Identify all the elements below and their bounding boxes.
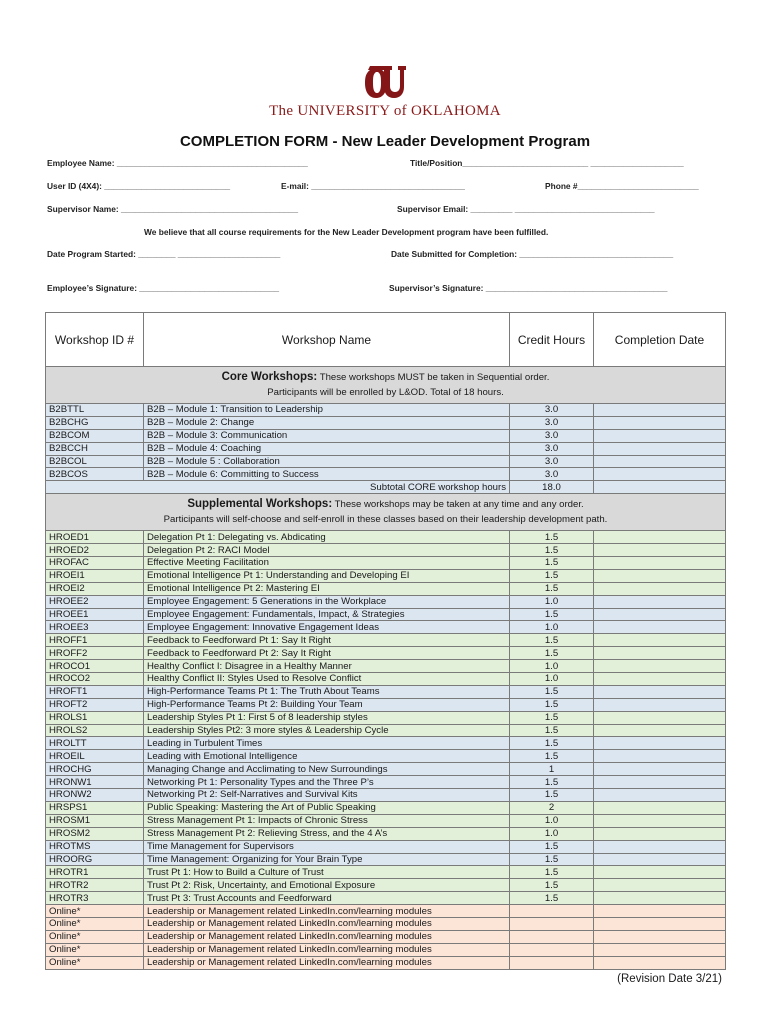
workshop-name: Time Management for Supervisors [144, 840, 510, 853]
credit-hours[interactable] [510, 956, 594, 969]
completion-date-cell[interactable] [594, 416, 726, 429]
supplemental-workshop-row [46, 840, 726, 853]
workshop-id: HROEE3 [46, 621, 144, 634]
header-workshop-id: Workshop ID # [46, 313, 144, 367]
credit-hours[interactable] [510, 905, 594, 918]
workshop-id: HROCHG [46, 763, 144, 776]
credit-hours: 1.5 [510, 866, 594, 879]
workshop-name: Leading in Turbulent Times [144, 737, 510, 750]
completion-date-cell[interactable] [594, 789, 726, 802]
workshop-name: Emotional Intelligence Pt 1: Understanding and Developing EI [144, 569, 510, 582]
completion-date-cell[interactable] [594, 827, 726, 840]
core-workshop-row [46, 416, 726, 429]
completion-date-cell[interactable] [594, 673, 726, 686]
workshop-name: Managing Change and Acclimating to New Surroundings [144, 763, 510, 776]
supplemental-workshop-row [46, 569, 726, 582]
date-started-field[interactable]: Date Program Started: ________ ______________________ [47, 249, 281, 259]
core-workshop-row [46, 404, 726, 417]
workshop-name: Leadership or Management related LinkedIn.com/learning modules [144, 917, 510, 930]
workshop-name: Time Management: Organizing for Your Brain Type [144, 853, 510, 866]
completion-date-cell[interactable] [594, 879, 726, 892]
completion-date-cell[interactable] [594, 956, 726, 969]
completion-date-cell[interactable] [594, 917, 726, 930]
workshop-id: B2BCOS [46, 468, 144, 481]
workshop-id: HROLS2 [46, 724, 144, 737]
credit-hours: 1.0 [510, 621, 594, 634]
workshop-id: HROEE1 [46, 608, 144, 621]
workshop-name: Leadership or Management related LinkedIn.com/learning modules [144, 905, 510, 918]
core-workshop-row [46, 429, 726, 442]
supplemental-section-enrollment: Participants will self-choose and self-enroll in these classes based on their leadership development path. [163, 514, 608, 526]
workshop-name: Healthy Conflict II: Styles Used to Resolve Conflict [144, 673, 510, 686]
workshop-id: HROTR2 [46, 879, 144, 892]
core-workshop-row [46, 442, 726, 455]
supplemental-section-title: Supplemental Workshops: [187, 498, 333, 511]
header-workshop-name: Workshop Name [144, 313, 510, 367]
online-module-row [46, 917, 726, 930]
workshop-id: HROFT2 [46, 698, 144, 711]
supplemental-workshop-row [46, 582, 726, 595]
workshop-name: Trust Pt 1: How to Build a Culture of Trust [144, 866, 510, 879]
header-completion-date: Completion Date [594, 313, 726, 367]
completion-date-cell[interactable] [594, 840, 726, 853]
employee-name-field[interactable]: Employee Name: _________________________________________ [47, 158, 308, 168]
workshop-name: Emotional Intelligence Pt 2: Mastering EI [144, 582, 510, 595]
credit-hours: 1.5 [510, 737, 594, 750]
workshop-name: B2B – Module 5 : Collaboration [144, 455, 510, 468]
completion-date-cell[interactable] [594, 404, 726, 417]
workshop-id: HROSM1 [46, 814, 144, 827]
completion-statement: We believe that all course requirements for the New Leader Development program have been fulfilled. [144, 227, 549, 237]
supplemental-workshop-row [46, 801, 726, 814]
completion-date-cell[interactable] [594, 595, 726, 608]
email-field[interactable]: E-mail: _________________________________ [281, 181, 465, 191]
completion-date-cell[interactable] [594, 660, 726, 673]
subtotal-empty-cell [594, 481, 726, 494]
workshop-id: HROED1 [46, 531, 144, 544]
credit-hours: 1.5 [510, 647, 594, 660]
completion-date-cell[interactable] [594, 930, 726, 943]
supplemental-workshop-row [46, 673, 726, 686]
workshop-id: HROCO2 [46, 673, 144, 686]
credit-hours: 1.5 [510, 711, 594, 724]
core-section-title: Core Workshops: [221, 371, 318, 383]
credit-hours: 1.0 [510, 595, 594, 608]
completion-date-cell[interactable] [594, 737, 726, 750]
workshop-id: HROTR3 [46, 892, 144, 905]
credit-hours: 1.5 [510, 724, 594, 737]
ou-logo [360, 62, 408, 106]
workshop-id: Online* [46, 905, 144, 918]
workshop-id: HRONW1 [46, 776, 144, 789]
core-section-header [46, 367, 726, 404]
workshop-id: B2BTTL [46, 404, 144, 417]
workshop-name: B2B – Module 3: Communication [144, 429, 510, 442]
credit-hours: 3.0 [510, 442, 594, 455]
supervisor-email-field[interactable]: Supervisor Email: _________ ______________________________ [397, 204, 655, 214]
supervisor-signature-field[interactable]: Supervisor’s Signature: _______________________________________ [389, 283, 668, 293]
workshop-name: Feedback to Feedforward Pt 1: Say It Right [144, 634, 510, 647]
supplemental-workshop-row [46, 724, 726, 737]
university-wordmark: The UNIVERSITY of OKLAHOMA [269, 103, 501, 119]
workshop-id: Online* [46, 917, 144, 930]
workshop-id: B2BCOL [46, 455, 144, 468]
supplemental-workshop-row [46, 892, 726, 905]
credit-hours: 1.5 [510, 840, 594, 853]
supplemental-workshop-row [46, 711, 726, 724]
completion-date-cell[interactable] [594, 634, 726, 647]
workshop-id: HROTR1 [46, 866, 144, 879]
core-subtotal-row [46, 481, 726, 494]
workshop-id: HROED2 [46, 544, 144, 557]
form-title: COMPLETION FORM - New Leader Development Program [179, 133, 591, 150]
credit-hours: 1.5 [510, 569, 594, 582]
supervisor-name-field[interactable]: Supervisor Name: ______________________________________ [47, 204, 299, 214]
credit-hours: 1.5 [510, 892, 594, 905]
core-workshop-row [46, 468, 726, 481]
workshop-id: B2BCCH [46, 442, 144, 455]
date-submitted-field[interactable]: Date Submitted for Completion: _________________________________ [391, 249, 674, 259]
employee-signature-field[interactable]: Employee’s Signature: ______________________________ [47, 283, 280, 293]
supplemental-workshop-row [46, 531, 726, 544]
completion-date-cell[interactable] [594, 866, 726, 879]
supplemental-workshop-row [46, 685, 726, 698]
workshop-id: HROCO1 [46, 660, 144, 673]
supplemental-workshop-row [46, 814, 726, 827]
workshop-name: B2B – Module 1: Transition to Leadership [144, 404, 510, 417]
workshop-id: B2BCOM [46, 429, 144, 442]
completion-date-cell[interactable] [594, 763, 726, 776]
workshop-name: Trust Pt 2: Risk, Uncertainty, and Emotional Exposure [144, 879, 510, 892]
workshop-name: Networking Pt 2: Self-Narratives and Survival Kits [144, 789, 510, 802]
user-id-field[interactable]: User ID (4X4): ___________________________ [47, 181, 231, 191]
credit-hours: 3.0 [510, 404, 594, 417]
credit-hours[interactable] [510, 930, 594, 943]
credit-hours: 3.0 [510, 416, 594, 429]
credit-hours: 1.5 [510, 544, 594, 557]
credit-hours: 1.5 [510, 776, 594, 789]
subtotal-value: 18.0 [510, 481, 594, 494]
credit-hours: 1.5 [510, 582, 594, 595]
online-module-row [46, 930, 726, 943]
workshop-id: HROEIL [46, 750, 144, 763]
credit-hours: 3.0 [510, 429, 594, 442]
supplemental-workshop-row [46, 776, 726, 789]
workshop-id: HRSPS1 [46, 801, 144, 814]
workshop-id: HROLS1 [46, 711, 144, 724]
workshop-name: Leadership or Management related LinkedIn.com/learning modules [144, 930, 510, 943]
completion-date-cell[interactable] [594, 801, 726, 814]
completion-date-cell[interactable] [594, 608, 726, 621]
workshop-id: HROFF2 [46, 647, 144, 660]
workshop-name: Trust Pt 3: Trust Accounts and Feedforward [144, 892, 510, 905]
workshop-name: Healthy Conflict I: Disagree in a Healthy Manner [144, 660, 510, 673]
credit-hours: 1.5 [510, 789, 594, 802]
credit-hours: 3.0 [510, 468, 594, 481]
completion-date-cell[interactable] [594, 776, 726, 789]
supplemental-workshop-row [46, 647, 726, 660]
supplemental-workshop-row [46, 544, 726, 557]
supplemental-workshop-row [46, 660, 726, 673]
workshop-id: HROORG [46, 853, 144, 866]
workshop-id: HROSM2 [46, 827, 144, 840]
workshop-id: Online* [46, 943, 144, 956]
supplemental-workshop-row [46, 737, 726, 750]
completion-date-cell[interactable] [594, 621, 726, 634]
completion-date-cell[interactable] [594, 647, 726, 660]
credit-hours: 1.5 [510, 531, 594, 544]
completion-date-cell[interactable] [594, 468, 726, 481]
workshop-name: Networking Pt 1: Personality Types and the Three P’s [144, 776, 510, 789]
credit-hours: 1.5 [510, 750, 594, 763]
supplemental-section-header [46, 494, 726, 531]
core-section-note: These workshops MUST be taken in Sequential order. [317, 372, 550, 383]
credit-hours: 1.5 [510, 608, 594, 621]
credit-hours: 1.5 [510, 557, 594, 570]
credit-hours: 1.0 [510, 673, 594, 686]
workshop-name: Leadership or Management related LinkedIn.com/learning modules [144, 943, 510, 956]
supplemental-workshop-row [46, 557, 726, 570]
workshop-id: HROEI2 [46, 582, 144, 595]
credit-hours: 1.5 [510, 879, 594, 892]
completion-date-cell[interactable] [594, 750, 726, 763]
workshop-name: B2B – Module 6: Committing to Success [144, 468, 510, 481]
workshop-id: HROLTT [46, 737, 144, 750]
online-module-row [46, 943, 726, 956]
supplemental-workshop-row [46, 634, 726, 647]
workshop-id: HROEE2 [46, 595, 144, 608]
completion-date-cell[interactable] [594, 544, 726, 557]
credit-hours: 3.0 [510, 455, 594, 468]
header-credit-hours: Credit Hours [510, 313, 594, 367]
workshop-name: Leadership Styles Pt 1: First 5 of 8 leadership styles [144, 711, 510, 724]
supplemental-workshop-row [46, 750, 726, 763]
phone-field[interactable]: Phone #__________________________ [545, 181, 699, 191]
completion-date-cell[interactable] [594, 442, 726, 455]
supplemental-workshop-row [46, 608, 726, 621]
completion-date-cell[interactable] [594, 724, 726, 737]
supplemental-workshop-row [46, 789, 726, 802]
core-workshop-row [46, 455, 726, 468]
workshop-name: Feedback to Feedforward Pt 2: Say It Right [144, 647, 510, 660]
completion-date-cell[interactable] [594, 429, 726, 442]
credit-hours[interactable] [510, 917, 594, 930]
workshop-id: HRONW2 [46, 789, 144, 802]
completion-date-cell[interactable] [594, 892, 726, 905]
core-section-enrollment: Participants will be enrolled by L&OD. Total of 18 hours. [267, 387, 504, 398]
workshop-name: B2B – Module 2: Change [144, 416, 510, 429]
supplemental-section-note: These workshops may be taken at any time and any order. [332, 499, 584, 511]
completion-date-cell[interactable] [594, 582, 726, 595]
workshop-id: HROTMS [46, 840, 144, 853]
title-position-field[interactable]: Title/Position___________________________ ____________________ [410, 158, 684, 168]
workshop-id: B2BCHG [46, 416, 144, 429]
credit-hours: 1.5 [510, 698, 594, 711]
workshop-name: Stress Management Pt 2: Relieving Stress, and the 4 A’s [144, 827, 510, 840]
workshop-name: Delegation Pt 2: RACI Model [144, 544, 510, 557]
completion-date-cell[interactable] [594, 814, 726, 827]
workshop-name: High-Performance Teams Pt 2: Building Your Team [144, 698, 510, 711]
supplemental-workshop-row [46, 879, 726, 892]
workshop-name: Leadership or Management related LinkedIn.com/learning modules [144, 956, 510, 969]
credit-hours: 2 [510, 801, 594, 814]
supplemental-workshop-row [46, 866, 726, 879]
workshop-name: Employee Engagement: Fundamentals, Impact, & Strategies [144, 608, 510, 621]
completion-date-cell[interactable] [594, 557, 726, 570]
completion-date-cell[interactable] [594, 685, 726, 698]
supplemental-workshop-row [46, 853, 726, 866]
credit-hours[interactable] [510, 943, 594, 956]
workshop-name: Effective Meeting Facilitation [144, 557, 510, 570]
workshop-id: HROFT1 [46, 685, 144, 698]
online-module-row [46, 956, 726, 969]
workshop-id: HROFAC [46, 557, 144, 570]
completion-date-cell[interactable] [594, 455, 726, 468]
completion-date-cell[interactable] [594, 569, 726, 582]
subtotal-label: Subtotal CORE workshop hours [46, 481, 510, 494]
workshop-name: Delegation Pt 1: Delegating vs. Abdicating [144, 531, 510, 544]
workshop-id: Online* [46, 956, 144, 969]
credit-hours: 1.0 [510, 814, 594, 827]
workshop-name: B2B – Module 4: Coaching [144, 442, 510, 455]
workshop-id: HROEI1 [46, 569, 144, 582]
credit-hours: 1.5 [510, 685, 594, 698]
workshop-name: Leadership Styles Pt2: 3 more styles & Leadership Cycle [144, 724, 510, 737]
workshop-name: High-Performance Teams Pt 1: The Truth About Teams [144, 685, 510, 698]
workshop-name: Employee Engagement: Innovative Engagement Ideas [144, 621, 510, 634]
workshop-name: Leading with Emotional Intelligence [144, 750, 510, 763]
workshop-name: Stress Management Pt 1: Impacts of Chronic Stress [144, 814, 510, 827]
credit-hours: 1.5 [510, 853, 594, 866]
credit-hours: 1.0 [510, 827, 594, 840]
workshop-name: Employee Engagement: 5 Generations in the Workplace [144, 595, 510, 608]
credit-hours: 1 [510, 763, 594, 776]
workshop-id: Online* [46, 930, 144, 943]
supplemental-workshop-row [46, 827, 726, 840]
revision-date: (Revision Date 3/21) [617, 973, 722, 985]
completion-date-cell[interactable] [594, 853, 726, 866]
supplemental-workshop-row [46, 763, 726, 776]
workshop-name: Public Speaking: Mastering the Art of Public Speaking [144, 801, 510, 814]
supplemental-workshop-row [46, 595, 726, 608]
supplemental-section-cell [46, 494, 726, 531]
workshop-id: HROFF1 [46, 634, 144, 647]
completion-date-cell[interactable] [594, 698, 726, 711]
online-module-row [46, 905, 726, 918]
completion-date-cell[interactable] [594, 531, 726, 544]
supplemental-workshop-row [46, 621, 726, 634]
completion-date-cell[interactable] [594, 711, 726, 724]
credit-hours: 1.5 [510, 634, 594, 647]
credit-hours: 1.0 [510, 660, 594, 673]
workshop-table [45, 312, 726, 970]
supplemental-workshop-row [46, 698, 726, 711]
completion-date-cell[interactable] [594, 943, 726, 956]
completion-date-cell[interactable] [594, 905, 726, 918]
